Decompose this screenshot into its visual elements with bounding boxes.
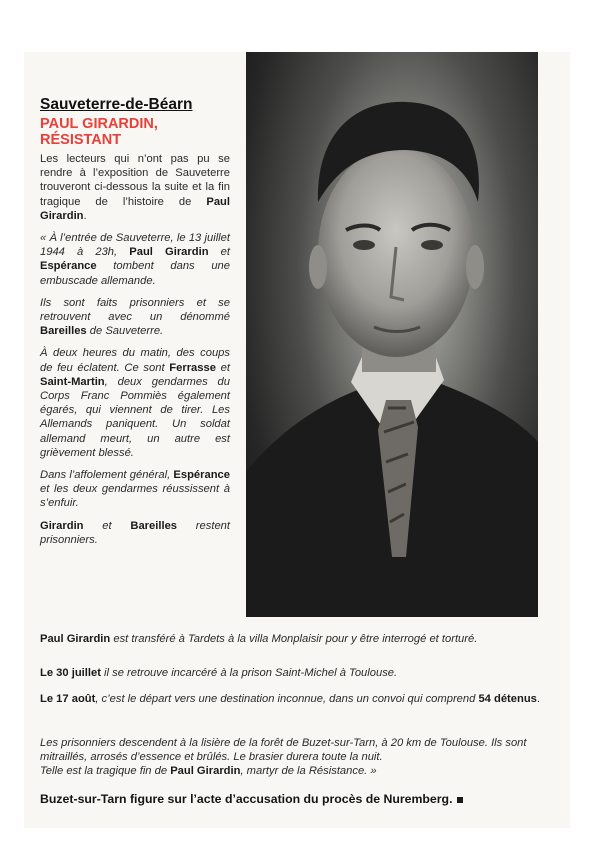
portrait-illustration <box>246 52 538 617</box>
closing-statement: Buzet-sur-Tarn figure sur l’acte d’accusation du procès de Nuremberg. <box>40 792 560 806</box>
article-subtitle: PAUL GIRARDIN, RÉSISTANT <box>40 116 158 148</box>
paragraph-transfer: Paul Girardin est transféré à Tardets à la villa Monplaisir pour y être interrogé et torturé. <box>40 633 478 645</box>
paragraph-30-july: Le 30 juillet il se retrouve incarcéré à la prison Saint-Michel à Toulouse. <box>40 667 398 679</box>
quote-paragraph-2: Ils sont faits prisonniers et se retrouvent avec un dénommé Bareilles de Sauveterre. <box>40 296 230 338</box>
intro-paragraph: Les lecteurs qui n’ont pas pu se rendre à l’exposition de Sauveterre trouveront ci-dessous la suite et la fin tragique de l’histoire de Paul Girardin. <box>40 153 230 222</box>
quote-paragraph-1: « À l’entrée de Sauveterre, le 13 juillet 1944 à 23h, Paul Girardin et Espérance tombent dans une embuscade allemande. <box>40 232 230 287</box>
end-mark-icon <box>457 797 463 803</box>
paragraph-17-august: Le 17 août, c’est le départ vers une destination inconnue, dans un convoi qui comprend 54 détenus. <box>40 693 541 705</box>
quote-paragraph-5: Girardin et Bareilles restent prisonniers. <box>40 519 230 546</box>
article-title: Sauveterre-de-Béarn <box>40 96 193 113</box>
quote-paragraph-4: Dans l’affolement général, Espérance et les deux gendarmes réussissent à s’enfuir. <box>40 469 230 510</box>
article-left-column <box>40 96 230 555</box>
paragraph-execution: Les prisonniers descendent à la lisière de la forêt de Buzet-sur-Tarn, à 20 km de Toulouse. Ils sont mitraillés, arrosés d’essence et brûlés. Le brasier durera toute la nuit. Telle est la tragique fin de Paul Girardin, martyr de la Résistance. » <box>40 737 527 778</box>
quote-paragraph-3: À deux heures du matin, des coups de feu éclatent. Ce sont Ferrasse et Saint-Martin, deux gendarmes du Corps Franc Pommiès également égarés, qui viennent de tirer. Les Allemands paniquent. Un soldat allemand meurt, un autre est grièvement blessé. <box>40 347 230 459</box>
portrait-photo <box>246 52 538 617</box>
